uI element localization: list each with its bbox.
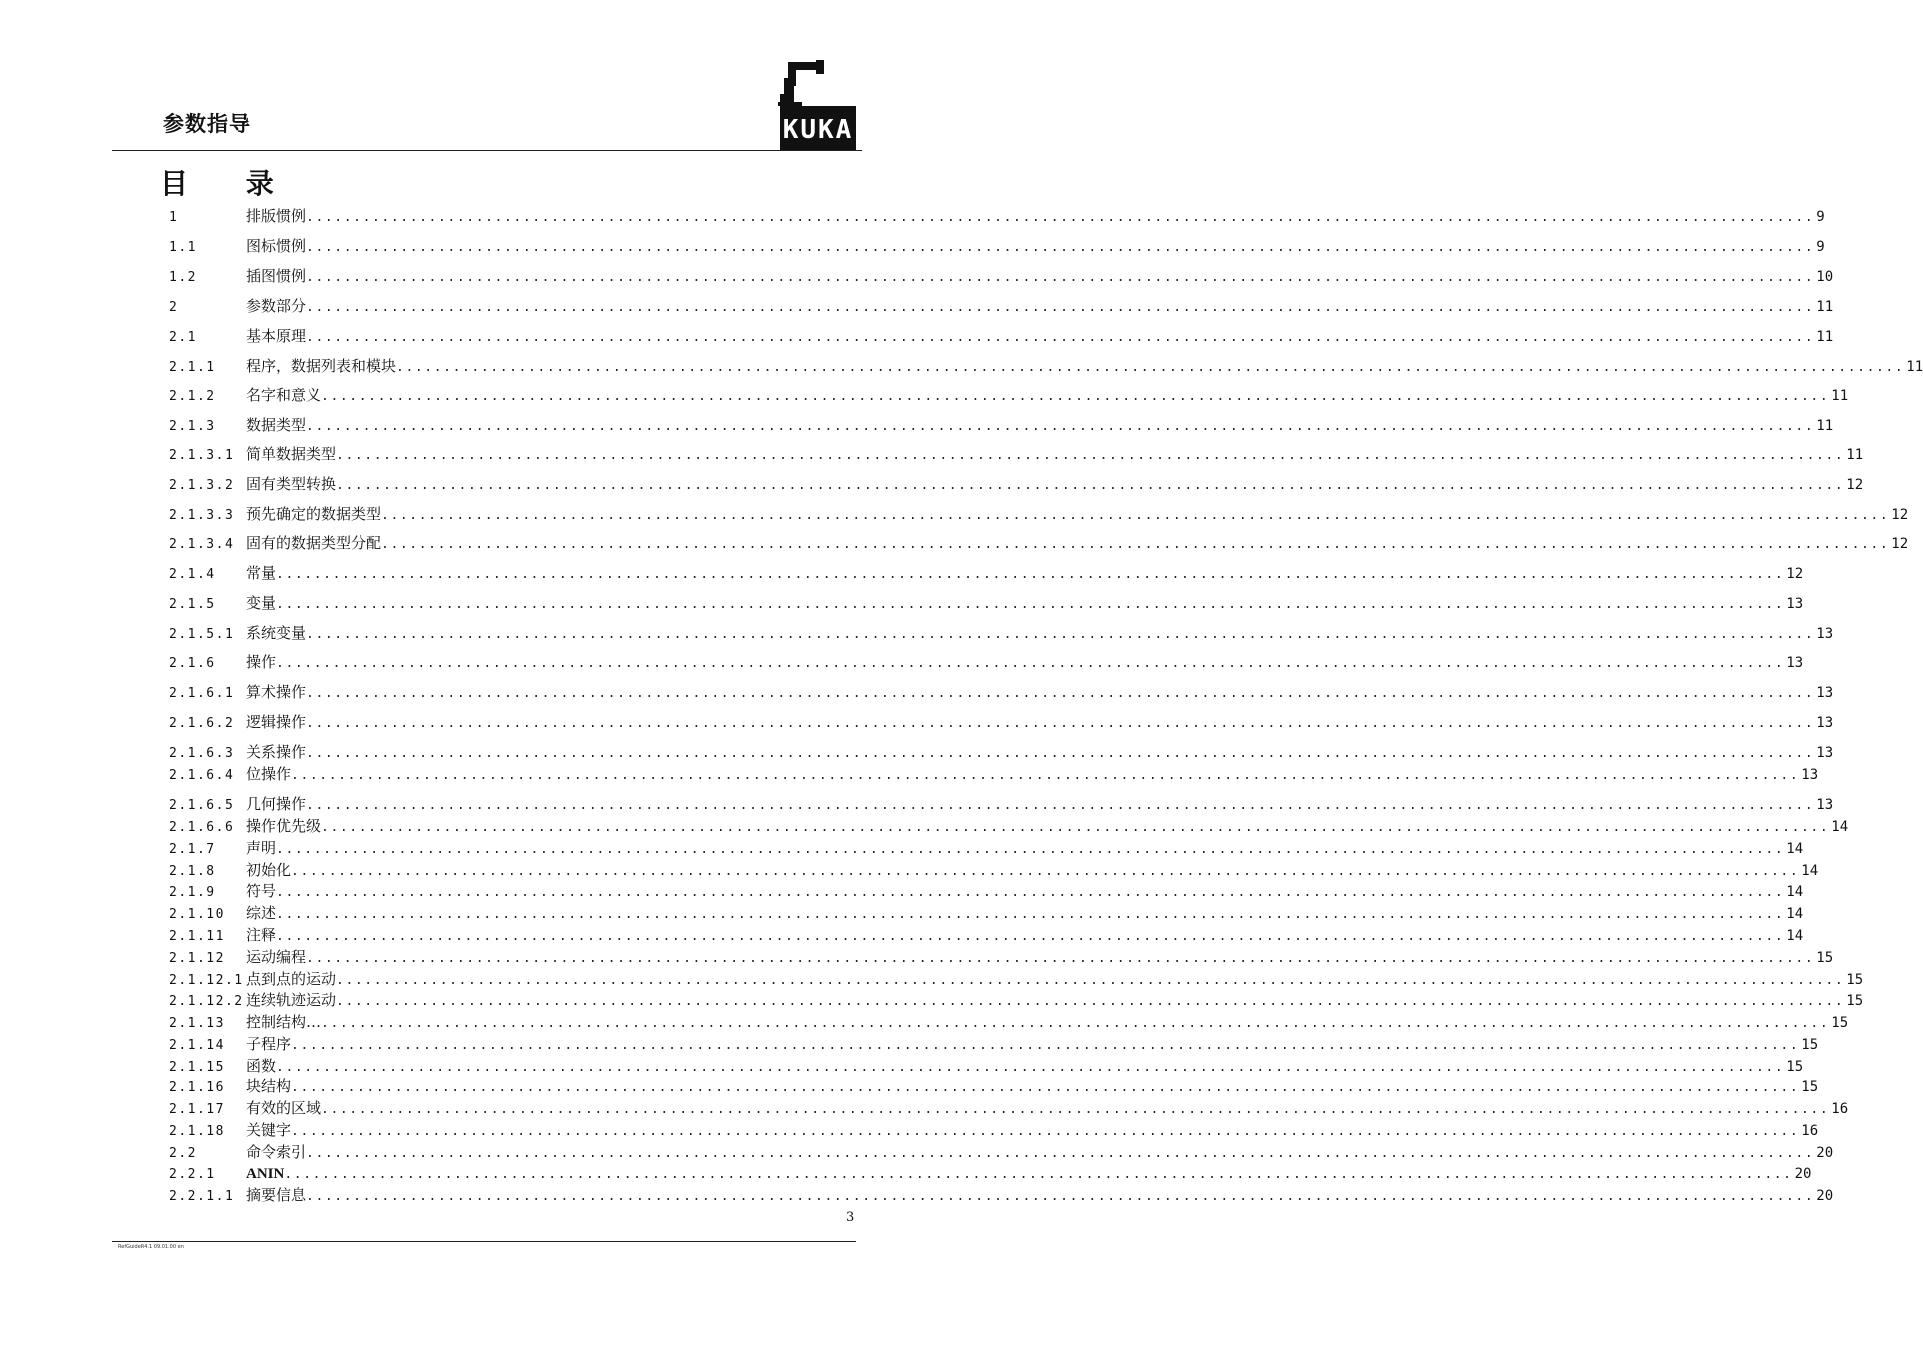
toc-entry-title: 程序，数据列表和模块: [246, 357, 397, 375]
toc-entry-page: 13: [1801, 767, 1819, 783]
toc-entry-page: 12: [1891, 536, 1909, 552]
toc-entry[interactable]: [169, 443, 1864, 465]
toc-entry-number: 2.2.1: [169, 1167, 216, 1182]
toc-entry-page: 11: [1906, 359, 1923, 375]
toc-entry[interactable]: [169, 1141, 1834, 1163]
toc-dot-leader: ................................................................................................................................................................: [336, 994, 1845, 1009]
toc-entry-page: 15: [1831, 1015, 1849, 1031]
toc-entry-number: 2.2: [169, 1146, 197, 1161]
toc-dot-leader: ................................................................................................................................................................: [276, 597, 1785, 612]
toc-entry-title: 基本原理: [246, 327, 307, 345]
toc-entry-number: 2.1.7: [169, 842, 216, 857]
toc-entry[interactable]: [169, 503, 1909, 525]
page-header-title: 参数指导: [163, 112, 251, 136]
toc-entry-page: 9: [1816, 239, 1825, 255]
toc-entry[interactable]: [169, 1075, 1819, 1097]
toc-dot-leader: ................................................................................................................................................................: [306, 686, 1815, 701]
toc-dot-leader: ................................................................................................................................................................: [306, 716, 1815, 731]
toc-entry-page: 14: [1831, 819, 1849, 835]
toc-entry-page: 13: [1786, 655, 1804, 671]
toc-dot-leader: ................................................................................................................................................................: [336, 478, 1845, 493]
toc-entry-title: 综述: [246, 904, 277, 922]
toc-entry-page: 12: [1846, 477, 1864, 493]
toc-entry-title: 操作优先级: [246, 817, 322, 835]
toc-entry[interactable]: [169, 859, 1819, 881]
toc-entry-number: 2.1.8: [169, 864, 216, 879]
toc-entry-number: 2.1.6: [169, 656, 216, 671]
toc-entry-title: 变量: [246, 594, 277, 612]
toc-entry-title: ANIN: [246, 1166, 285, 1182]
toc-entry-page: 11: [1816, 299, 1834, 315]
toc-entry-title: 参数部分: [246, 297, 307, 315]
toc-entry-number: 2.1.18: [169, 1124, 225, 1139]
toc-entry[interactable]: [169, 681, 1834, 703]
toc-dot-leader: ................................................................................................................................................................: [291, 1038, 1800, 1053]
toc-entry[interactable]: [169, 205, 1825, 227]
toc-entry-title: 系统变量: [246, 624, 307, 642]
toc-entry-number: 2.1.3.4: [169, 537, 235, 552]
toc-entry-page: 16: [1831, 1101, 1849, 1117]
header-divider: [112, 150, 862, 151]
toc-dot-leader: ................................................................................................................................................................: [336, 973, 1845, 988]
toc-entry-number: 2.1.2: [169, 389, 216, 404]
toc-entry-number: 2.1.16: [169, 1080, 225, 1095]
toc-entry-number: 1.1: [169, 240, 197, 255]
toc-dot-leader: ................................................................................................................................................................: [306, 240, 1815, 255]
toc-dot-leader: ................................................................................................................................................................: [306, 746, 1815, 761]
toc-entry-title: 常量: [246, 564, 277, 582]
toc-entry-title: 固有的数据类型分配: [246, 534, 382, 552]
toc-entry-number: 2.1.6.4: [169, 768, 235, 783]
toc-entry-page: 12: [1786, 566, 1804, 582]
toc-entry[interactable]: [169, 651, 1804, 673]
toc-entry[interactable]: [169, 265, 1834, 287]
toc-entry-page: 11: [1816, 329, 1834, 345]
toc-dot-leader: ................................................................................................................................................................: [284, 1167, 1793, 1182]
toc-dot-leader: ................................................................................................................................................................: [306, 210, 1815, 225]
toc-entry-title: 几何操作: [246, 795, 307, 813]
toc-entry-title: 子程序: [246, 1035, 292, 1053]
toc-entry-number: 2: [169, 300, 179, 315]
toc-entry-title: 点到点的运动: [246, 970, 337, 988]
toc-dot-leader: ................................................................................................................................................................: [276, 842, 1785, 857]
toc-entry-page: 9: [1816, 209, 1825, 225]
document-code: RefGuideR4.1 09.01.00 en: [118, 1244, 184, 1250]
toc-dot-leader: ................................................................................................................................................................: [306, 1189, 1815, 1204]
toc-entry-title: 预先确定的数据类型: [246, 505, 382, 523]
toc-dot-leader: ................................................................................................................................................................: [291, 768, 1800, 783]
toc-entry-page: 13: [1816, 685, 1834, 701]
toc-entry-title: 固有类型转换: [246, 475, 337, 493]
toc-entry-title: 名字和意义: [246, 386, 322, 404]
toc-entry-title: 算术操作: [246, 683, 307, 701]
toc-entry-title: 插图惯例: [246, 267, 307, 285]
toc-entry-number: 2.1.13: [169, 1016, 225, 1031]
toc-entry-number: 2.1.4: [169, 567, 216, 582]
toc-entry[interactable]: [169, 1184, 1834, 1206]
toc-dot-leader: ................................................................................................................................................................: [291, 1080, 1800, 1095]
toc-entry-number: 2.1.11: [169, 929, 225, 944]
page-number: 3: [846, 1210, 855, 1225]
toc-entry[interactable]: [169, 968, 1864, 990]
toc-entry-page: 20: [1816, 1145, 1834, 1161]
toc-entry[interactable]: [169, 1163, 1812, 1185]
toc-entry[interactable]: [169, 989, 1864, 1011]
toc-entry[interactable]: [169, 592, 1804, 614]
toc-entry-number: 2.1.3.2: [169, 478, 235, 493]
footer-divider: [112, 1241, 856, 1242]
toc-entry-page: 15: [1846, 972, 1864, 988]
toc-entry-number: 2.1.6.3: [169, 746, 235, 761]
toc-dot-leader: ................................................................................................................................................................: [306, 300, 1815, 315]
toc-entry[interactable]: [169, 1119, 1819, 1141]
toc-dot-leader: ................................................................................................................................................................: [306, 330, 1815, 345]
toc-entry-page: 16: [1801, 1123, 1819, 1139]
toc-entry[interactable]: [169, 763, 1819, 785]
toc-entry-number: 1.2: [169, 270, 197, 285]
toc-entry-title: 连续轨迹运动: [246, 991, 337, 1009]
toc-entry[interactable]: [169, 414, 1834, 436]
toc-entry[interactable]: [169, 325, 1834, 347]
toc-dot-leader: ................................................................................................................................................................: [396, 360, 1905, 375]
toc-dot-leader: ................................................................................................................................................................: [306, 270, 1815, 285]
toc-entry-title: 符号: [246, 882, 277, 900]
toc-entry-page: 15: [1846, 993, 1864, 1009]
toc-entry-number: 2.1.3: [169, 419, 216, 434]
toc-entry-number: 2.1.3.3: [169, 508, 235, 523]
toc-entry[interactable]: [169, 837, 1804, 859]
toc-entry-number: 2.1.3.1: [169, 448, 235, 463]
toc-entry[interactable]: [169, 1033, 1819, 1055]
toc-entry-page: 13: [1786, 596, 1804, 612]
toc-entry-title: 初始化: [246, 861, 292, 879]
toc-entry[interactable]: [169, 924, 1804, 946]
toc-dot-leader: ................................................................................................................................................................: [321, 1102, 1830, 1117]
toc-entry-page: 15: [1801, 1079, 1819, 1095]
toc-dot-leader: ................................................................................................................................................................: [276, 907, 1785, 922]
toc-entry-number: 2.1.10: [169, 907, 225, 922]
toc-entry-page: 13: [1816, 626, 1834, 642]
toc-entry-title: 有效的区域: [246, 1099, 322, 1117]
toc-entry[interactable]: [169, 793, 1834, 815]
toc-entry[interactable]: [169, 473, 1864, 495]
toc-entry-page: 10: [1816, 269, 1834, 285]
toc-entry-title: 摘要信息: [246, 1186, 307, 1204]
toc-entry-title: 运动编程: [246, 948, 307, 966]
toc-entry[interactable]: [169, 946, 1834, 968]
toc-entry-page: 15: [1786, 1059, 1804, 1075]
toc-entry-number: 2.1.17: [169, 1102, 225, 1117]
kuka-logo: [778, 58, 856, 150]
toc-dot-leader: ................................................................................................................................................................: [276, 885, 1785, 900]
toc-dot-leader: ................................................................................................................................................................: [321, 820, 1830, 835]
toc-entry[interactable]: [169, 295, 1834, 317]
toc-entry-number: 2.1.5: [169, 597, 216, 612]
toc-dot-leader: ................................................................................................................................................................: [381, 537, 1890, 552]
toc-dot-leader: ................................................................................................................................................................: [306, 419, 1815, 434]
toc-entry-page: 14: [1786, 841, 1804, 857]
toc-entry-title: 关键字: [246, 1121, 292, 1139]
toc-entry-page: 12: [1891, 507, 1909, 523]
toc-dot-leader: ................................................................................................................................................................: [306, 951, 1815, 966]
toc-entry-page: 11: [1816, 418, 1834, 434]
toc-entry-number: 1: [169, 210, 179, 225]
toc-entry-title: 声明: [246, 839, 277, 857]
toc-entry-number: 2.1.6.1: [169, 686, 235, 701]
toc-entry-page: 14: [1786, 928, 1804, 944]
toc-entry-page: 15: [1816, 950, 1834, 966]
toc-entry-title: 操作: [246, 653, 277, 671]
toc-entry[interactable]: [169, 711, 1834, 733]
toc-entry-number: 2.1.1: [169, 360, 216, 375]
toc-entry[interactable]: [169, 384, 1849, 406]
toc-entry-number: 2.1.6.6: [169, 820, 235, 835]
toc-entry-number: 2.2.1.1: [169, 1189, 235, 1204]
toc-entry[interactable]: [169, 902, 1804, 924]
toc-entry[interactable]: [169, 562, 1804, 584]
toc-dot-leader: ................................................................................................................................................................: [276, 656, 1785, 671]
toc-dot-leader: ................................................................................................................................................................: [306, 798, 1815, 813]
toc-entry-number: 2.1.14: [169, 1038, 225, 1053]
toc-entry-title: 逻辑操作: [246, 713, 307, 731]
toc-entry-page: 20: [1816, 1188, 1834, 1204]
toc-heading: 目 录: [160, 167, 298, 200]
toc-entry-title: 数据类型: [246, 416, 307, 434]
toc-dot-leader: ................................................................................................................................................................: [306, 1146, 1815, 1161]
toc-entry-title: 注释: [246, 926, 277, 944]
toc-entry-number: 2.1.15: [169, 1060, 225, 1075]
toc-entry-page: 13: [1816, 797, 1834, 813]
toc-dot-leader: ................................................................................................................................................................: [276, 567, 1785, 582]
toc-dot-leader: ................................................................................................................................................................: [321, 389, 1830, 404]
toc-dot-leader: ................................................................................................................................................................: [336, 448, 1845, 463]
toc-dot-leader: ................................................................................................................................................................: [276, 929, 1785, 944]
toc-entry-page: 13: [1816, 745, 1834, 761]
toc-entry[interactable]: [169, 1055, 1804, 1077]
toc-dot-leader: ................................................................................................................................................................: [276, 1060, 1785, 1075]
toc-entry-number: 2.1.6.5: [169, 798, 235, 813]
toc-entry[interactable]: [169, 1011, 1849, 1033]
toc-entry[interactable]: [169, 532, 1909, 554]
toc-entry-title: 函数: [246, 1057, 277, 1075]
toc-entry-number: 2.1: [169, 330, 197, 345]
toc-entry-title: 图标惯例: [246, 237, 307, 255]
toc-entry[interactable]: [169, 235, 1825, 257]
toc-entry-page: 14: [1801, 863, 1819, 879]
toc-entry-page: 14: [1786, 884, 1804, 900]
toc-entry-number: 2.1.5.1: [169, 627, 235, 642]
toc-entry-number: 2.1.12.2: [169, 994, 244, 1009]
toc-entry[interactable]: [169, 355, 1923, 377]
toc-dot-leader: ................................................................................................................................................................: [381, 508, 1890, 523]
toc-entry-page: 20: [1794, 1166, 1812, 1182]
toc-entry[interactable]: [169, 622, 1834, 644]
toc-dot-leader: ................................................................................................................................................................: [321, 1016, 1830, 1031]
kuka-logo-text: KUKA: [782, 115, 854, 145]
toc-entry-number: 2.1.6.2: [169, 716, 235, 731]
toc-entry-page: 14: [1786, 906, 1804, 922]
toc-entry[interactable]: [169, 815, 1849, 837]
toc-dot-leader: ................................................................................................................................................................: [291, 1124, 1800, 1139]
toc-entry-number: 2.1.12: [169, 951, 225, 966]
toc-entry-title: 位操作: [246, 765, 292, 783]
toc-entry-number: 2.1.12.1: [169, 973, 244, 988]
toc-entry-page: 15: [1801, 1037, 1819, 1053]
toc-entry-page: 13: [1816, 715, 1834, 731]
toc-entry[interactable]: [169, 880, 1804, 902]
toc-entry-page: 11: [1831, 388, 1849, 404]
toc-entry-title: 命令索引: [246, 1143, 307, 1161]
toc-dot-leader: ................................................................................................................................................................: [291, 864, 1800, 879]
toc-entry-title: 关系操作: [246, 743, 307, 761]
toc-entry[interactable]: [169, 1097, 1849, 1119]
toc-entry-title: 简单数据类型: [246, 445, 337, 463]
toc-entry-title: 控制结构…: [246, 1013, 322, 1031]
toc-entry-title: 块结构: [246, 1077, 292, 1095]
toc-entry[interactable]: [169, 741, 1834, 763]
toc-entry-title: 排版惯例: [246, 207, 307, 225]
toc-entry-number: 2.1.9: [169, 885, 216, 900]
toc-entry-page: 11: [1846, 447, 1864, 463]
toc-dot-leader: ................................................................................................................................................................: [306, 627, 1815, 642]
